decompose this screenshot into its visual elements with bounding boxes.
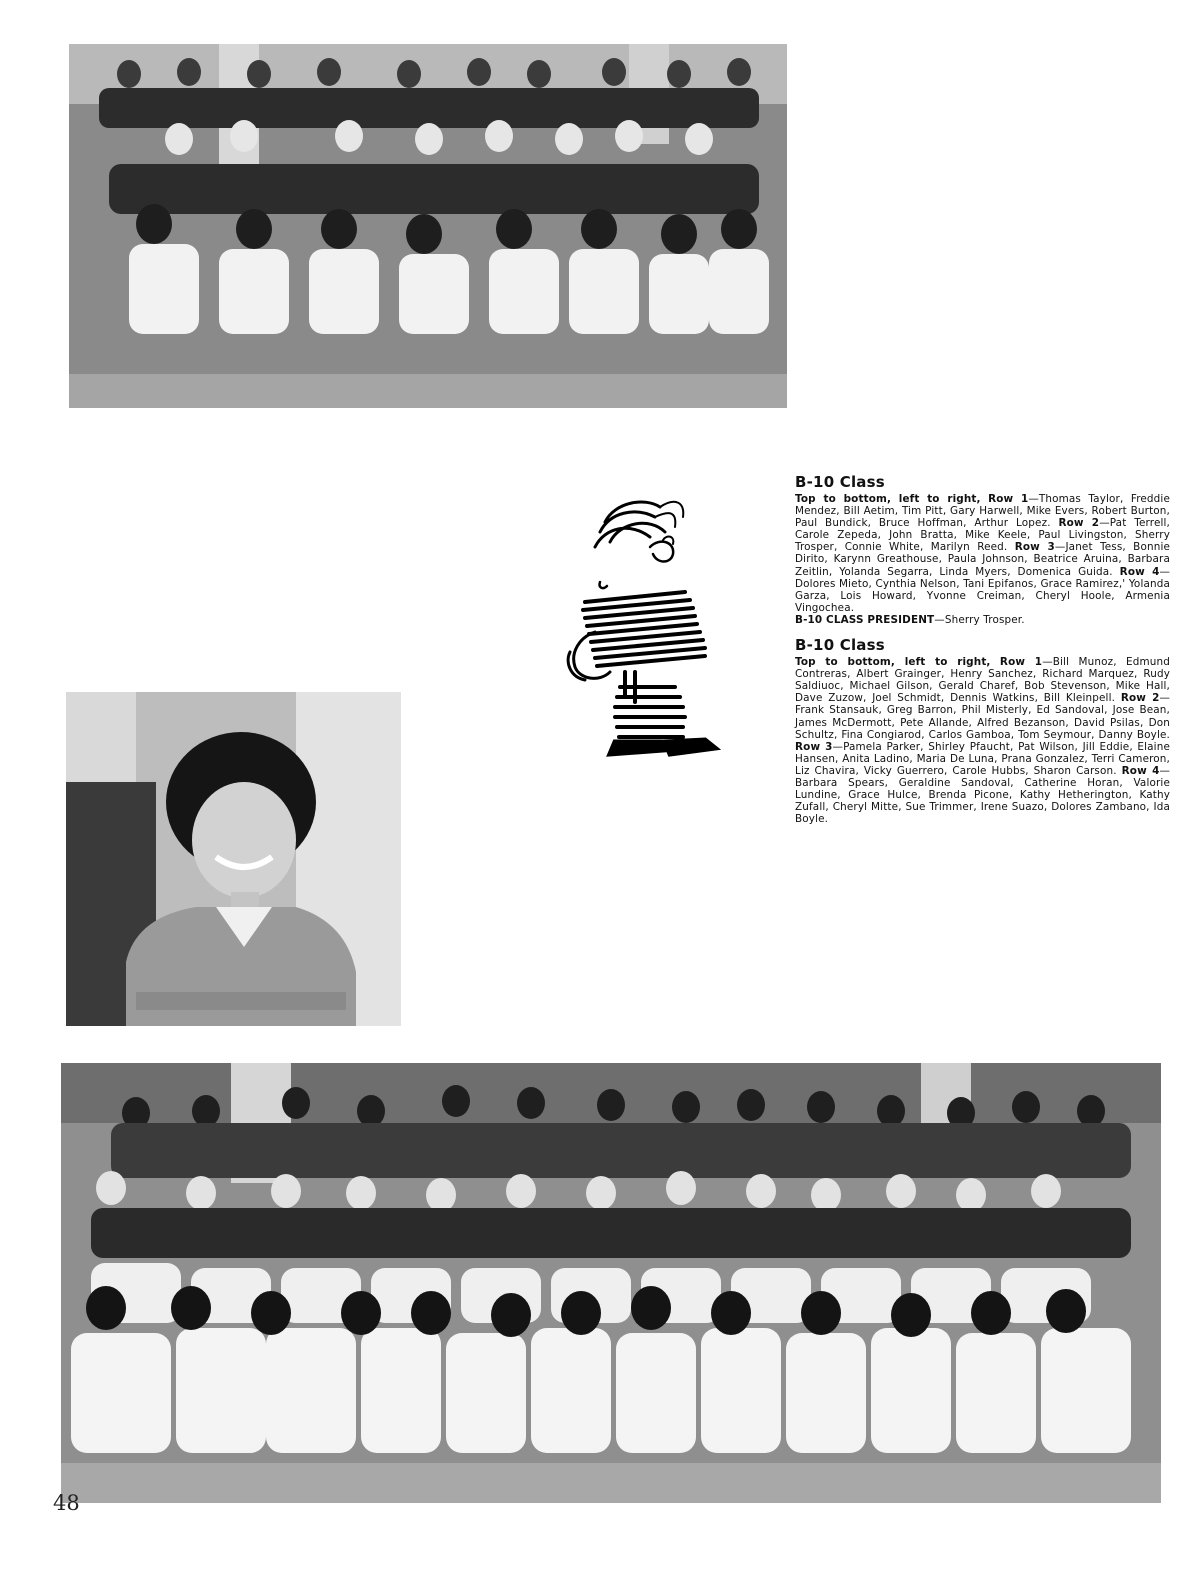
class-president-label: B-10 CLASS PRESIDENT (795, 613, 935, 626)
class-group-photo-top (69, 44, 787, 408)
student-cartoon-sketch (565, 492, 755, 782)
row-names: Bill Munoz, Edmund Contreras, Albert Grainger, Henry Sanchez, Richard Marquez, Rudy Saldiuoc, Michael Gilson, Gerald Charef, Bob Stevenson, Mike Hall, Dave Zuzow, Joel Schmidt, Dennis Watkins, Bill Kleinpell. (795, 656, 1170, 705)
caption-lead-1: Top to bottom, left to right, (795, 493, 981, 505)
caption-body-1: Top to bottom, left to right, Row 1—Thomas Taylor, Freddie Mendez, Bill Aetim, Tim Pitt, Gary Harwell, Mike Evers, Robert Burton, Paul Bundick, Bruce Hoffman, Arthur Lopez. Row 2—Pat Terrell, Carole Zepeda, John Bratta, Mike Keele, Paul Livingston, Sherry Trosper, Connie White, Marilyn Reed. Row 3—Janet Tess, Bonnie Dirito, Karynn Greathouse, Paula Johnson, Beatrice Aruina, Barbara Zeitlin, Yolanda Segarra, Linda Myers, Domenica Guida. Row 4—Dolores Mieto, Cynthia Nelson, Tani Epifanos, Grace Ramirez,' Yolanda Garza, Lois Howard, Yvonne Creiman, Cheryl Hoole, Armenia Vingochea. (795, 493, 1171, 614)
caption-body-2: Top to bottom, left to right, Row 1—Bill Munoz, Edmund Contreras, Albert Grainger, Henry Sanchez, Richard Marquez, Rudy Saldiuoc, Michael Gilson, Gerald Charef, Bob Stevenson, Mike Hall, Dave Zuzow, Joel Schmidt, Dennis Watkins, Bill Kleinpell. Row 2—Frank Stansauk, Greg Barron, Phil Misterly, Ed Sandoval, Jose Bean, James McDermott, Pete Allande, Alfred Bezanson, David Psilas, Don Schultz, Fina Congiarod, Carlos Gamboa, Tom Seymour, Danny Boyle. Row 3—Pamela Parker, Shirley Pfaucht, Pat Wilson, Jill Eddie, Elaine Hansen, Anita Ladino, Maria De Luna, Prana Gonzalez, Terri Cameron, Liz Chavira, Vicky Guerrero, Carole Hubbs, Sharon Carson. Row 4—Barbara Spears, Geraldine Sandoval, Catherine Horan, Valorie Lundine, Grace Hulce, Brenda Picone, Kathy Hetherington, Kathy Zufall, Cheryl Mitte, Sue Trimmer, Irene Suazo, Dolores Zambano, Ida Boyle. (795, 656, 1171, 826)
row-names: Frank Stansauk, Greg Barron, Phil Misterly, Ed Sandoval, Jose Bean, James McDermott, Pete Allande, Alfred Bezanson, David Psilas, Don Schultz, Fina Congiarod, Carlos Gamboa, Tom Seymour, Danny Boyle. (795, 704, 1170, 741)
caption-heading-2: B-10 Class (795, 636, 885, 655)
row-names: Barbara Spears, Geraldine Sandoval, Catherine Horan, Valorie Lundine, Grace Hulce, Brenda Picone, Kathy Hetherington, Kathy Zufall, Cheryl Mitte, Sue Trimmer, Irene Suazo, Dolores Zambano, Ida Boyle. (795, 776, 1170, 826)
class-caption-block (795, 473, 1170, 825)
row-label: Row 1 (999, 656, 1043, 669)
row-label: Row 4 (1121, 764, 1160, 777)
row-label: Row 2 (1058, 517, 1100, 530)
class-president-line: B-10 CLASS PRESIDENT—Sherry Trosper. (795, 613, 1025, 626)
row-names: Janet Tess, Bonnie Dirito, Karynn Greathouse, Paula Johnson, Beatrice Aruina, Barbara Zeitlin, Yolanda Segarra, Linda Myers, Domenica Guida. (795, 541, 1171, 578)
class-president-name: Sherry Trosper. (944, 613, 1025, 626)
row-names: Thomas Taylor, Freddie Mendez, Bill Aetim, Tim Pitt, Gary Harwell, Mike Evers, Robert Burton, Paul Bundick, Bruce Hoffman, Arthur Lopez. (795, 493, 1170, 530)
row-label: Row 4 (1119, 565, 1160, 578)
caption-lead-2: Top to bottom, left to right, (795, 656, 991, 669)
row-label: Row 3 (795, 740, 833, 753)
row-names: Dolores Mieto, Cynthia Nelson, Tani Epifanos, Grace Ramirez,' Yolanda Garza, Lois Howard, Yvonne Creiman, Cheryl Hoole, Armenia Vingochea. (795, 577, 1170, 614)
page-number: 48 (53, 1491, 80, 1515)
class-president-portrait (66, 692, 401, 1026)
row-label: Row 3 (1014, 541, 1055, 554)
caption-heading-1: B-10 Class (795, 473, 885, 491)
row-label: Row 1 (988, 493, 1029, 505)
row-names: Pamela Parker, Shirley Pfaucht, Pat Wilson, Jill Eddie, Elaine Hansen, Anita Ladino, Maria De Luna, Prana Gonzalez, Terri Cameron, Liz Chavira, Vicky Guerrero, Carole Hubbs, Sharon Carson. (795, 740, 1170, 777)
row-names: Pat Terrell, Carole Zepeda, John Bratta, Mike Keele, Paul Livingston, Sherry Trosper, Connie White, Marilyn Reed. (795, 517, 1171, 554)
class-group-photo-bottom (61, 1063, 1161, 1503)
row-label: Row 2 (1120, 692, 1160, 705)
